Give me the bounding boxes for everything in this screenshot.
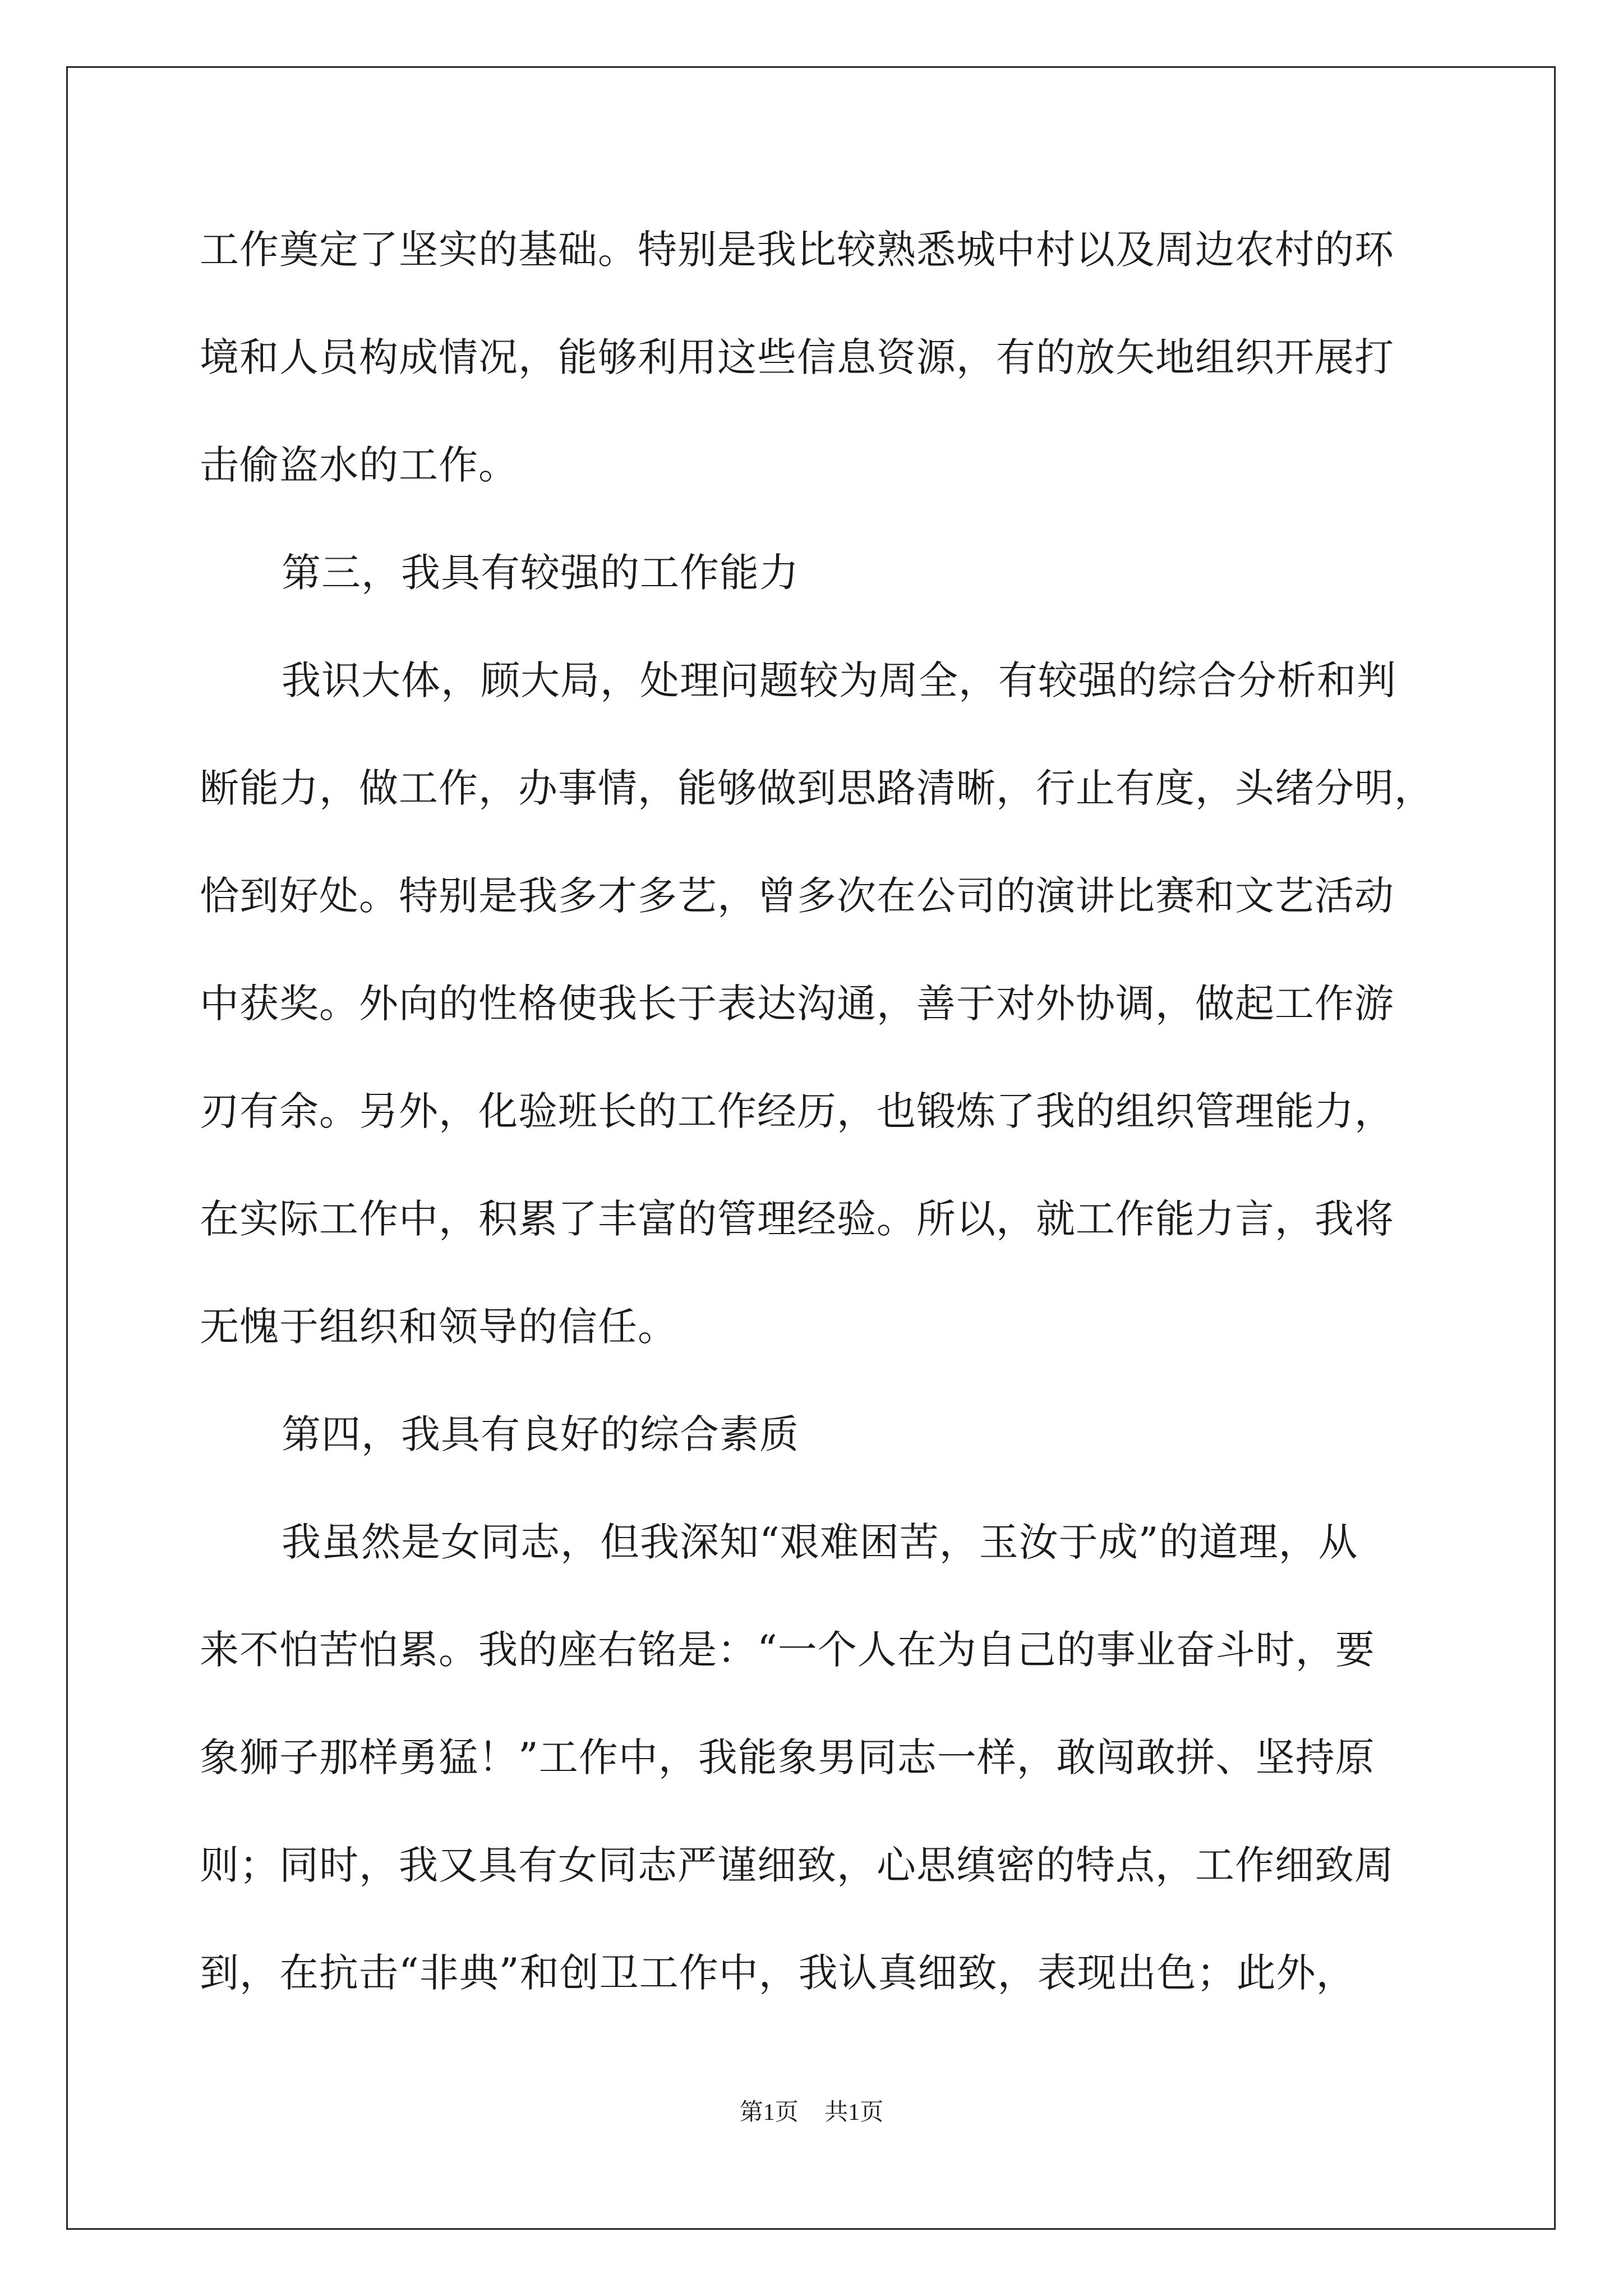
text-line: 断能力，做工作，办事情，能够做到思路清晰，行止有度，头绪分明， [200, 765, 1434, 811]
text-line: 境和人员构成情况，能够利用这些信息资源，有的放矢地组织开展打 [200, 334, 1394, 380]
text-line: 我识大体，顾大局，处理问题较为周全，有较强的综合分析和判 [282, 657, 1396, 703]
text-line: 则；同时，我又具有女同志严谨细致，心思缜密的特点，工作细致周 [200, 1842, 1394, 1888]
section-heading: 第四，我具有良好的综合素质 [282, 1411, 799, 1457]
document-body [200, 216, 1433, 2047]
page-footer [0, 2093, 1623, 2127]
text-line: 无愧于组织和领导的信任。 [200, 1304, 677, 1350]
page-number: 第1页 [739, 2100, 799, 2125]
page-total: 共1页 [824, 2100, 884, 2125]
text-line: 我虽然是女同志，但我深知“艰难困苦，玉汝于成”的道理，从 [282, 1519, 1358, 1565]
text-line: 击偷盗水的工作。 [200, 442, 518, 488]
text-line: 到，在抗击“非典”和创卫工作中，我认真细致，表现出色；此外， [200, 1950, 1356, 1996]
text-line: 工作奠定了坚实的基础。特别是我比较熟悉城中村以及周边农村的环 [200, 227, 1394, 273]
text-line: 恰到好处。特别是我多才多艺，曾多次在公司的演讲比赛和文艺活动 [200, 873, 1394, 919]
text-line: 来不怕苦怕累。我的座右铭是：“一个人在为自己的事业奋斗时，要 [200, 1627, 1375, 1673]
section-heading: 第三，我具有较强的工作能力 [282, 550, 799, 596]
text-line: 在实际工作中，积累了丰富的管理经验。所以，就工作能力言，我将 [200, 1196, 1394, 1242]
text-line: 刃有余。另外，化验班长的工作经历，也锻炼了我的组织管理能力， [200, 1088, 1394, 1134]
text-line: 象狮子那样勇猛！”工作中，我能象男同志一样，敢闯敢拼、坚持原 [200, 1734, 1375, 1780]
text-line: 中获奖。外向的性格使我长于表达沟通，善于对外协调，做起工作游 [200, 981, 1394, 1027]
